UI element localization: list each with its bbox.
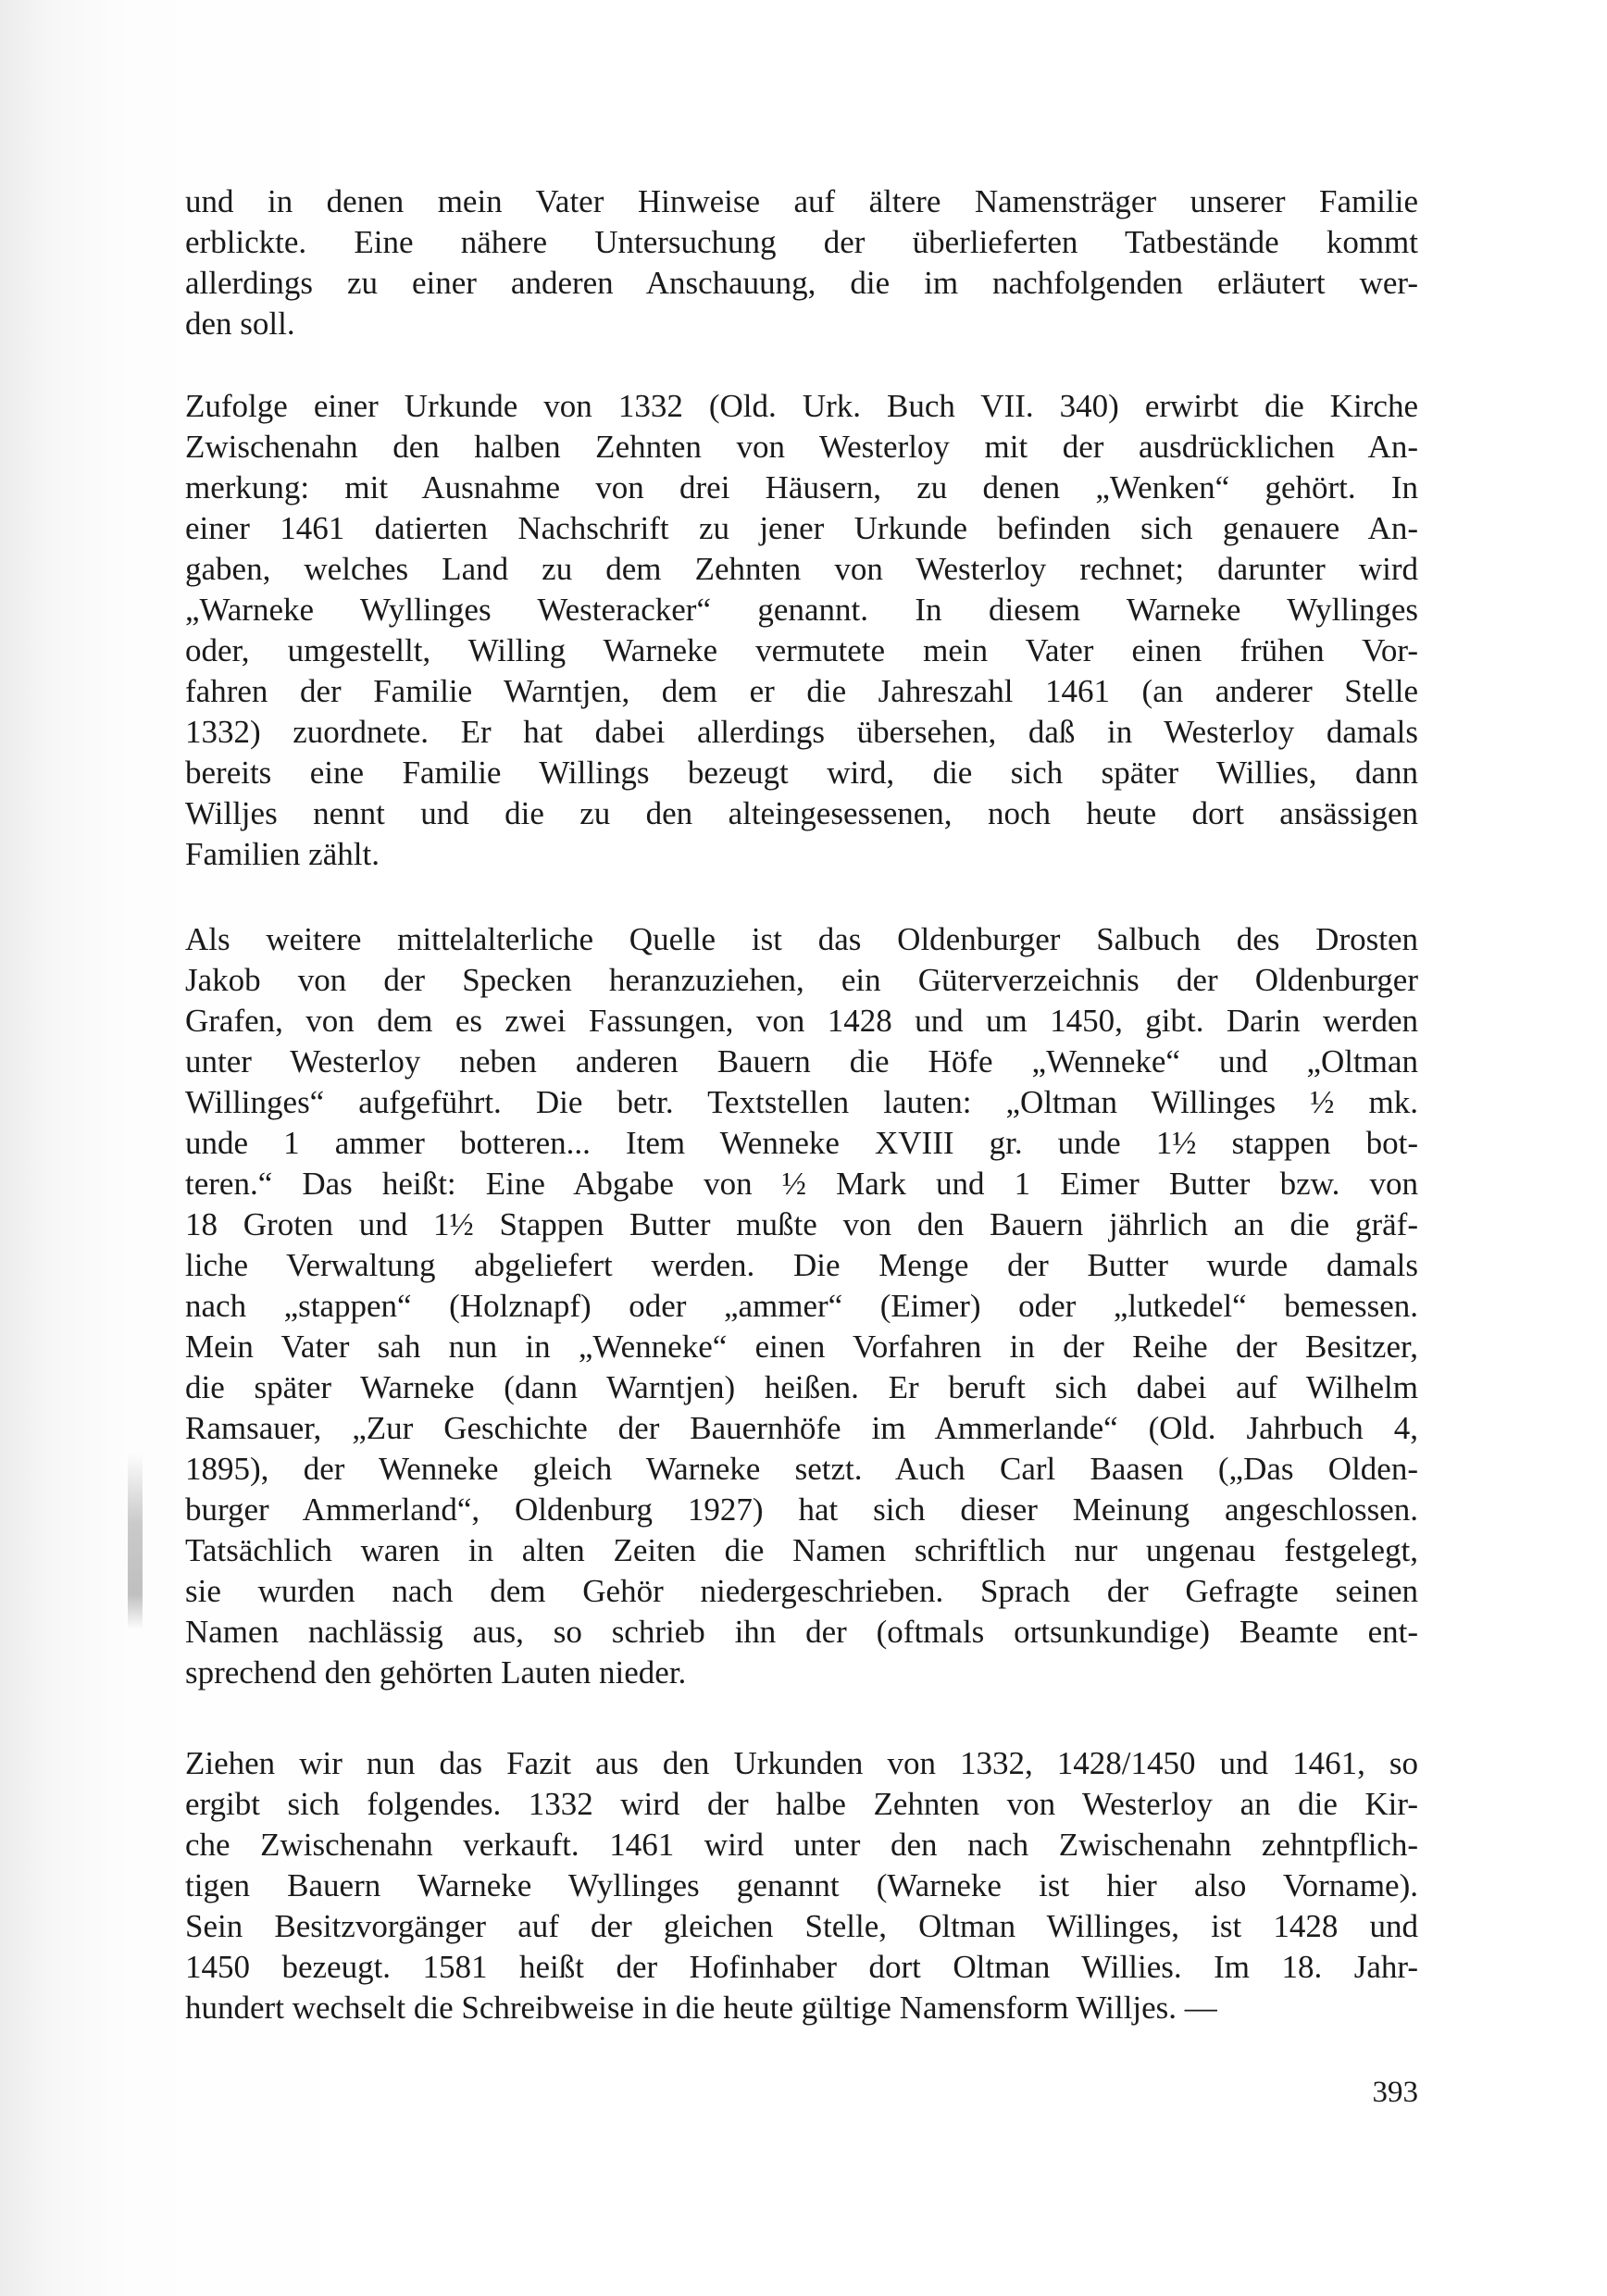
page-number: 393 — [1372, 2076, 1418, 2109]
text-line: bereits eine Familie Willings bezeugt wird, die sich später Willies, dann — [185, 755, 1418, 791]
text-line: Willinges“ aufgeführt. Die betr. Textstellen lauten: „Oltman Willinges ½ mk. — [185, 1084, 1418, 1120]
text-line: merkung: mit Ausnahme von drei Häusern, zu denen „Wenken“ gehört. In — [185, 469, 1418, 505]
text-line: Jakob von der Specken heranzuziehen, ein Güterverzeichnis der Oldenburger — [185, 962, 1418, 998]
text-line: Familien zählt. — [185, 836, 380, 872]
text-line: und in denen mein Vater Hinweise auf ältere Namensträger unserer Familie — [185, 183, 1418, 219]
text-line: Tatsächlich waren in alten Zeiten die Namen schriftlich nur ungenau festgelegt, — [185, 1532, 1418, 1568]
text-line: Ziehen wir nun das Fazit aus den Urkunden von 1332, 1428/1450 und 1461, so — [185, 1745, 1418, 1781]
text-line: sie wurden nach dem Gehör niedergeschrieben. Sprach der Gefragte seinen — [185, 1573, 1418, 1609]
text-line: Sein Besitzvorgänger auf der gleichen Stelle, Oltman Willinges, ist 1428 und — [185, 1908, 1418, 1944]
text-line: sprechend den gehörten Lauten nieder. — [185, 1654, 687, 1691]
text-line: teren.“ Das heißt: Eine Abgabe von ½ Mark und 1 Eimer Butter bzw. von — [185, 1166, 1418, 1202]
text-line: gaben, welches Land zu dem Zehnten von Westerloy rechnet; darunter wird — [185, 551, 1418, 587]
paragraph — [185, 181, 1418, 344]
text-line: 1332) zuordnete. Er hat dabei allerdings übersehen, daß in Westerloy damals — [185, 714, 1418, 750]
text-line: Mein Vater sah nun in „Wenneke“ einen Vorfahren in der Reihe der Besitzer, — [185, 1329, 1418, 1365]
text-line: fahren der Familie Warntjen, dem er die Jahreszahl 1461 (an anderer Stelle — [185, 673, 1418, 709]
text-line: erblickte. Eine nähere Untersuchung der überlieferten Tatbestände kommt — [185, 224, 1418, 260]
text-line: „Warneke Wyllinges Westeracker“ genannt. In diesem Warneke Wyllinges — [185, 592, 1418, 628]
text-line: unde 1 ammer botteren... Item Wenneke XVIII gr. unde 1½ stappen bot- — [185, 1125, 1418, 1161]
text-line: liche Verwaltung abgeliefert werden. Die Menge der Butter wurde damals — [185, 1247, 1418, 1283]
text-line: nach „stappen“ (Holznapf) oder „ammer“ (Eimer) oder „lutkedel“ bemessen. — [185, 1288, 1418, 1324]
paragraph — [185, 919, 1418, 1693]
text-line: die später Warneke (dann Warntjen) heißen. Er beruft sich dabei auf Wilhelm — [185, 1369, 1418, 1405]
text-line: einer 1461 datierten Nachschrift zu jener Urkunde befinden sich genauere An- — [185, 510, 1418, 546]
text-line: tigen Bauern Warneke Wyllinges genannt (Warneke ist hier also Vorname). — [185, 1867, 1418, 1903]
text-line: ergibt sich folgendes. 1332 wird der halbe Zehnten von Westerloy an die Kir- — [185, 1786, 1418, 1822]
paragraph — [185, 386, 1418, 875]
text-line: Grafen, von dem es zwei Fassungen, von 1428 und um 1450, gibt. Darin werden — [185, 1003, 1418, 1039]
paragraph — [185, 1743, 1418, 2028]
text-line: Zwischenahn den halben Zehnten von Westerloy mit der ausdrücklichen An- — [185, 429, 1418, 465]
body-text — [185, 0, 1418, 2037]
text-line: unter Westerloy neben anderen Bauern die Höfe „Wenneke“ und „Oltman — [185, 1043, 1418, 1079]
scan-smudge — [128, 1454, 143, 1629]
text-line: Zufolge einer Urkunde von 1332 (Old. Urk. Buch VII. 340) erwirbt die Kirche — [185, 388, 1418, 424]
text-line: oder, umgestellt, Willing Warneke vermutete mein Vater einen frühen Vor- — [185, 632, 1418, 668]
text-line: hundert wechselt die Schreibweise in die heute gültige Namensform Willjes. — — [185, 1990, 1217, 2026]
text-line: Als weitere mittelalterliche Quelle ist das Oldenburger Salbuch des Drosten — [185, 921, 1418, 957]
text-line: den soll. — [185, 306, 295, 342]
text-line: 1450 bezeugt. 1581 heißt der Hofinhaber dort Oltman Willies. Im 18. Jahr- — [185, 1949, 1418, 1985]
text-line: Willjes nennt und die zu den alteingesessenen, noch heute dort ansässigen — [185, 795, 1418, 831]
text-line: Namen nachlässig aus, so schrieb ihn der (oftmals ortsunkundige) Beamte ent- — [185, 1614, 1418, 1650]
text-line: 18 Groten und 1½ Stappen Butter mußte von den Bauern jährlich an die gräf- — [185, 1206, 1418, 1242]
text-line: allerdings zu einer anderen Anschauung, die im nachfolgenden erläutert wer- — [185, 265, 1418, 301]
text-line: Ramsauer, „Zur Geschichte der Bauernhöfe im Ammerlande“ (Old. Jahrbuch 4, — [185, 1410, 1418, 1446]
text-line: che Zwischenahn verkauft. 1461 wird unter den nach Zwischenahn zehntpflich- — [185, 1827, 1418, 1863]
text-line: 1895), der Wenneke gleich Warneke setzt. Auch Carl Baasen („Das Olden- — [185, 1451, 1418, 1487]
text-line: burger Ammerland“, Oldenburg 1927) hat sich dieser Meinung angeschlossen. — [185, 1491, 1418, 1528]
